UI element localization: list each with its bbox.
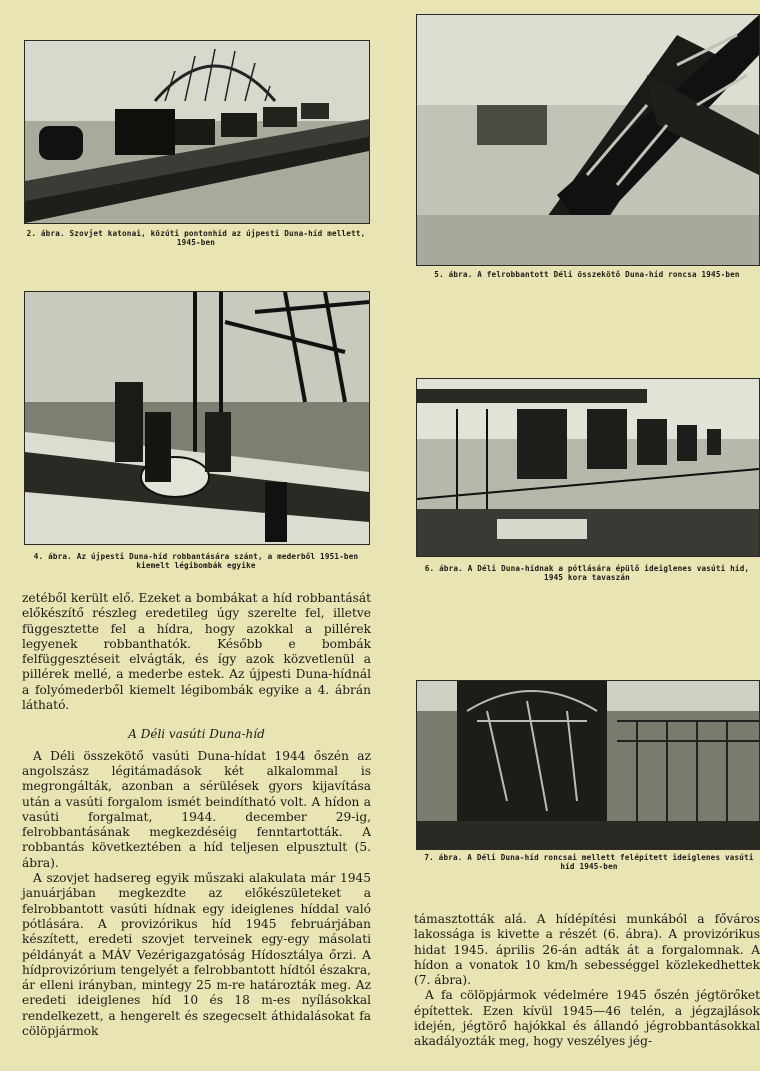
right-paragraph-2: A fa cölöpjármok védelmére 1945 őszén jégtörőket építettek. Ezen kívül 1945—46 telén, a jégzajlások idején, jégtörő hajókkal és állandó jégrobbantásokkal akadályozták meg, hogy veszélyes jég- (414, 988, 760, 1049)
figure-7-caption: 7. ábra. A Déli Duna-híd roncsai mellett felépített ideiglenes vasúti híd 1945-ben (424, 853, 754, 871)
right-text-column (414, 912, 760, 1050)
left-paragraph-1: zetéből került elő. Ezeket a bombákat a híd robbantását előkészítő részleg eredetileg úgy szerelte fel, illetve függesztette fel a hídra, hogy azokkal a pillérek legyenek robbanthatók. Később e bombák felfüggesztéseit elvágták, és így azok közvetlenül a pillérek mellé, a mederbe estek. Az újpesti Duna-hídnál a folyómederből kiemelt légibombák egyike a 4. ábrán látható. (22, 591, 371, 713)
figure-7-photo (416, 680, 760, 850)
figure-5-photo (416, 14, 760, 266)
left-paragraph-2: A Déli összekötő vasúti Duna-hídat 1944 őszén az angolszász légitámadások két alkalommal is megrongálták, azonban a sérülések gyors kijavítása után a vasúti forgalom ismét beindítható volt. A hídon a vasúti forgalmat, 1944. december 29-ig, felrobbantásának megkezdéséig fenntartották. A robbantás következtében a híd teljesen elpusztult (5. ábra). (22, 748, 371, 870)
figure-4-photo (24, 291, 370, 545)
figure-6-caption: 6. ábra. A Déli Duna-hídnak a pótlására épülő ideiglenes vasúti híd, 1945 kora tavaszán (424, 564, 750, 582)
figure-5-caption: 5. ábra. A felrobbantott Déli összekötő Duna-híd roncsa 1945-ben (434, 270, 740, 279)
left-text-column (22, 591, 371, 1039)
left-paragraph-3: A szovjet hadsereg egyik műszaki alakulata már 1945 januárjában megkezdte az előkészületeket a felrobbantott vasúti hídnak egy ideiglenes híddal való pótlására. A provizórikus híd 1945 februárjában készített, eredeti szovjet terveinek egy-egy másolati példányát a MÁV Vezérigazgatóság Hídosztálya őrzi. A hídprovizórium tengelyét a felrobbantott hídtól északra, ár elleni irányban, mintegy 25 m-re határozták meg. Az eredeti ideiglenes híd 10 és 18 m-es nyílásokkal rendelkezett, a hengerelt és szegecselt áthidalásokat fa cölöpjármok (22, 871, 371, 1039)
figure-2-photo (24, 40, 370, 224)
figure-2-caption: 2. ábra. Szovjet katonai, közúti pontonhíd az újpesti Duna-híd mellett, 1945-ben (26, 229, 366, 247)
section-heading: A Déli vasúti Duna-híd (128, 727, 265, 742)
figure-6-photo (416, 378, 760, 557)
figure-4-caption: 4. ábra. Az újpesti Duna-híd robbantására szánt, a mederből 1951-ben kiemelt légibombák egyike (33, 552, 359, 570)
right-paragraph-1: támasztották alá. A hídépítési munkából a főváros lakossága is kivette a részét (6. ábra). A provizórikus hidat 1945. április 26-án adták át a forgalomnak. A hídon a vonatok 10 km/h sebességgel közlekedhettek (7. ábra). (414, 912, 760, 988)
